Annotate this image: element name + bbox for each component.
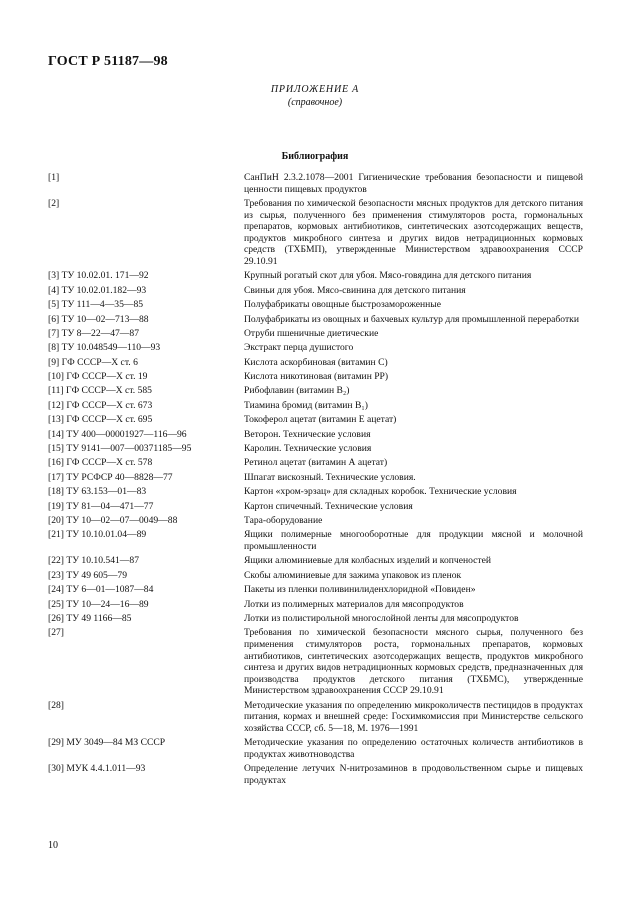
entry-code: [18] ТУ 63.153—01—83 bbox=[48, 486, 147, 498]
appendix-title: ПРИЛОЖЕНИЕ А bbox=[270, 84, 360, 95]
entry-code: [2] bbox=[48, 197, 60, 209]
entry-description: Экстракт перца душистого bbox=[244, 342, 354, 354]
entry-code: [4] ТУ 10.02.01.182—93 bbox=[48, 284, 147, 296]
entry-description: Скобы алюминиевые для зажима упаковок из пленок bbox=[244, 569, 462, 581]
entry-code: [27] bbox=[48, 627, 64, 639]
entry-description: Лотки из полистирольной многослойной ленты для мясопродуктов bbox=[244, 612, 519, 624]
bibliography-entry bbox=[48, 342, 583, 354]
bibliography-entry bbox=[48, 584, 583, 596]
bibliography-entry bbox=[48, 429, 583, 441]
bibliography-title: Библиография bbox=[281, 151, 349, 162]
entry-code: [12] ГФ СССР—X ст. 673 bbox=[48, 399, 153, 411]
bibliography-entry bbox=[48, 270, 583, 282]
bibliography-entry bbox=[48, 627, 583, 697]
entry-code: [14] ТУ 400—00001927—116—96 bbox=[48, 428, 187, 440]
entry-code: [8] ТУ 10.048549—110—93 bbox=[48, 342, 161, 354]
entry-code: [26] ТУ 49 1166—85 bbox=[48, 612, 132, 624]
entry-code: [23] ТУ 49 605—79 bbox=[48, 569, 128, 581]
entry-code: [30] МУК 4.4.1.011—93 bbox=[48, 763, 146, 775]
entry-description: Кислота аскорбиновая (витамин С) bbox=[244, 356, 388, 368]
bibliography-entry bbox=[48, 172, 583, 195]
entry-code: [1] bbox=[48, 172, 60, 183]
bibliography-entry bbox=[48, 400, 583, 412]
entry-code: [13] ГФ СССР—X ст. 695 bbox=[48, 414, 153, 426]
entry-description: Токоферол ацетат (витамин Е ацетат) bbox=[244, 414, 397, 426]
entry-description: Отруби пшеничные диетические bbox=[244, 327, 379, 339]
entry-code: [7] ТУ 8—22—47—87 bbox=[48, 327, 139, 339]
bibliography-entry bbox=[48, 198, 583, 268]
entry-code: [17] ТУ РСФСР 40—8828—77 bbox=[48, 471, 173, 483]
entry-description: Ящики полимерные многооборотные для продукции мясной и молочной промышленности bbox=[244, 529, 583, 552]
entry-description: Тара-оборудование bbox=[244, 514, 323, 526]
entry-description: Определение летучих N-нитрозаминов в продовольственном сырье и пищевых продуктах bbox=[244, 763, 583, 786]
bibliography-entry bbox=[48, 613, 583, 625]
bibliography-entry bbox=[48, 285, 583, 297]
entry-description: Методические указания по определению микроколичеств пестицидов в продуктах питания, кормах и внешней среде: Госхимкомиссия при Министерстве сельского хозяйства СССР, сб. 5—18, М. 1976—1991 bbox=[244, 699, 583, 734]
entry-code: [28] bbox=[48, 699, 64, 711]
bibliography-entry bbox=[48, 529, 583, 552]
entry-description: Лотки из полимерных материалов для мясопродуктов bbox=[244, 598, 464, 610]
entry-code: [9] ГФ СССР—X ст. 6 bbox=[48, 356, 138, 368]
bibliography-entry bbox=[48, 371, 583, 383]
entry-code: [22] ТУ 10.10.541—87 bbox=[48, 555, 139, 567]
entry-description: Каролин. Технические условия bbox=[244, 443, 372, 455]
bibliography-entry bbox=[48, 472, 583, 484]
bibliography-entry bbox=[48, 555, 583, 567]
entry-code: [24] ТУ 6—01—1087—84 bbox=[48, 584, 154, 596]
entry-description: Тиамина бромид (витамин B₁) bbox=[244, 399, 368, 411]
bibliography-entry bbox=[48, 501, 583, 513]
entry-description: Требования по химической безопасности мясных продуктов для детского питания из сырья, полученного без применения стимуляторов роста, гормональных препаратов, кормовых антибиотиков, синтетических азотсодержащих веществ, продуктов микробного синтеза и других видов нетрадиционных кормовых средств (ТХБМП), утвержденные Министерством здравоохранения СССР 29.10.91 bbox=[244, 197, 583, 267]
entry-code: [15] ТУ 9141—007—00371185—95 bbox=[48, 443, 192, 455]
entry-description: Требования по химической безопасности мясного сырья, полученного без применения стимуляторов роста, гормональных препаратов, кормовых антибиотиков, синтетических азотсодержащих веществ, продуктов микробного синтеза и других видов нетрадиционных кормовых средств, предназначенных для производства продуктов детского питания (ТХБМС), утвержденные Министерством здравоохранения СССР 29.10.91 bbox=[244, 627, 583, 697]
entry-code: [5] ТУ 111—4—35—85 bbox=[48, 299, 144, 311]
entry-description: Картон «хром-эрзац» для складных коробок. Технические условия bbox=[244, 486, 517, 498]
entry-description: Рибофлавин (витамин B₂) bbox=[244, 385, 350, 397]
bibliography-entry bbox=[48, 357, 583, 369]
bibliography-entry bbox=[48, 328, 583, 340]
bibliography-entry bbox=[48, 299, 583, 311]
bibliography-entry bbox=[48, 515, 583, 527]
bibliography-entry bbox=[48, 414, 583, 426]
entry-code: [25] ТУ 10—24—16—89 bbox=[48, 598, 149, 610]
entry-description: Методические указания по определению остаточных количеств антибиотиков в продуктах животноводства bbox=[244, 737, 583, 760]
entry-code: [21] ТУ 10.10.01.04—89 bbox=[48, 529, 147, 541]
entry-description: Ящики алюминиевые для колбасных изделий и копченостей bbox=[244, 555, 492, 567]
bibliography-entry bbox=[48, 737, 583, 760]
bibliography-entry bbox=[48, 457, 583, 469]
entry-description: Кислота никотиновая (витамин РР) bbox=[244, 371, 389, 383]
bibliography-entry bbox=[48, 385, 583, 397]
entry-description: Свиньи для убоя. Мясо-свинина для детского питания bbox=[244, 284, 466, 296]
page-number: 10 bbox=[48, 840, 58, 851]
entry-description: Полуфабрикаты из овощных и бахчевых культур для промышленной переработки bbox=[244, 313, 579, 325]
entry-code: [11] ГФ СССР—X ст. 585 bbox=[48, 385, 152, 397]
entry-description: Крупный рогатый скот для убоя. Мясо-говядина для детского питания bbox=[244, 270, 532, 282]
document-code: ГОСТ Р 51187—98 bbox=[48, 54, 168, 69]
bibliography-entry bbox=[48, 599, 583, 611]
bibliography-entry bbox=[48, 763, 583, 786]
entry-description: СанПиН 2.3.2.1078—2001 Гигиенические требования безопасности и пищевой ценности пищевых продуктов bbox=[244, 172, 583, 195]
bibliography-entry bbox=[48, 700, 583, 735]
entry-code: [6] ТУ 10—02—713—88 bbox=[48, 313, 149, 325]
bibliography-list bbox=[48, 172, 583, 789]
entry-code: [3] ТУ 10.02.01. 171—92 bbox=[48, 270, 149, 282]
entry-description: Веторон. Технические условия bbox=[244, 428, 371, 440]
entry-code: [29] МУ 3049—84 МЗ СССР bbox=[48, 737, 166, 749]
entry-code: [19] ТУ 81—04—471—77 bbox=[48, 500, 154, 512]
appendix-subtitle: (справочное) bbox=[287, 97, 343, 108]
entry-code: [20] ТУ 10—02—07—0049—88 bbox=[48, 514, 178, 526]
bibliography-entry bbox=[48, 314, 583, 326]
entry-description: Ретинол ацетат (витамин А ацетат) bbox=[244, 457, 388, 469]
entry-description: Картон спичечный. Технические условия bbox=[244, 500, 413, 512]
entry-description: Шпагат вискозный. Технические условия. bbox=[244, 471, 416, 483]
entry-code: [16] ГФ СССР—X ст. 578 bbox=[48, 457, 153, 469]
bibliography-entry bbox=[48, 570, 583, 582]
entry-description: Пакеты из пленки поливинилиденхлоридной «Повиден» bbox=[244, 584, 476, 596]
bibliography-entry bbox=[48, 486, 583, 498]
entry-description: Полуфабрикаты овощные быстрозамороженные bbox=[244, 299, 441, 311]
bibliography-entry bbox=[48, 443, 583, 455]
entry-code: [10] ГФ СССР—X ст. 19 bbox=[48, 371, 148, 383]
